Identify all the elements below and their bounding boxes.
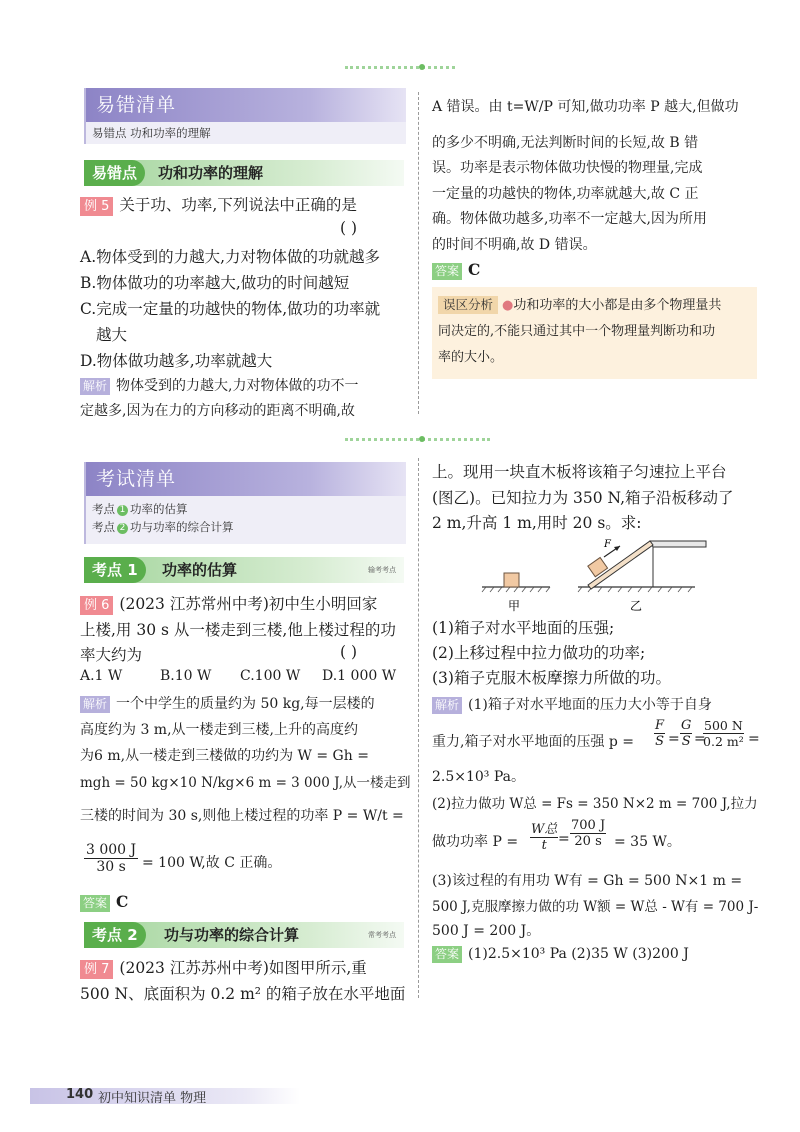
- example7-right-line2: (图乙)。已知拉力为 350 N,箱子沿板移动了: [432, 489, 734, 507]
- option-c-cont: 越大: [96, 326, 128, 344]
- example7-analysis-line5: 做功功率 P =: [432, 834, 519, 850]
- example6-line2: 上楼,用 30 s 从一楼走到三楼,他上楼过程的功: [80, 621, 396, 639]
- right-analysis-line3: 误。功率是表示物体做功快慢的物理量,完成: [432, 160, 703, 176]
- exam-point-1-note: 输考考点: [368, 566, 396, 574]
- example7-analysis-line8: 500 J = 200 J。: [432, 923, 541, 939]
- mistake-list-item: 易错点 功和功率的理解: [92, 126, 211, 140]
- force-label: F: [604, 539, 611, 550]
- example6-analysis-line1: 解析 一个中学生的质量约为 50 kg,每一层楼的: [80, 693, 375, 713]
- mistake-point-tag: 易错点: [84, 160, 145, 186]
- example7-line1: 例 7 (2023 江苏苏州中考)如图甲所示,重: [80, 956, 367, 979]
- answer-tag: 答案: [432, 263, 462, 280]
- bullet-icon: ●: [502, 298, 514, 313]
- book-title: 初中知识清单 物理: [98, 1091, 207, 1106]
- example5-answer: 答案 C: [432, 260, 480, 280]
- example5-tag: 例 5: [80, 197, 113, 216]
- right-analysis-line6: 的时间不明确,故 D 错误。: [432, 237, 597, 253]
- example7-analysis-line7: 500 J,克服摩擦力做的功 W额 = W总 - W有 = 700 J-: [432, 899, 759, 915]
- example7-tag: 例 7: [80, 960, 113, 979]
- exam-point-2-entry: 考点 2 功与功率的综合计算: [92, 520, 234, 534]
- equals-1: =: [668, 731, 680, 747]
- example7-analysis-line6: (3)该过程的有用功 W有 = Gh = 500 N×1 m =: [432, 873, 743, 889]
- platform: [650, 541, 706, 547]
- example5-bracket: ( ): [340, 219, 358, 237]
- example6-result: = 100 W,故 C 正确。: [142, 855, 282, 871]
- pressure-fraction-F-S: F S: [655, 718, 665, 749]
- example7-analysis-line5-tail: = 35 W。: [614, 834, 681, 850]
- right-analysis-line5: 确。物体做功越多,功率不一定越大,因为所用: [432, 211, 707, 227]
- number-1-icon: 1: [117, 505, 128, 516]
- pressure-fraction-G-S: G S: [681, 718, 692, 749]
- analysis-tag-2: 解析: [80, 696, 110, 713]
- example7-analysis-line1: 解析 (1)箱子对水平地面的压力大小等于自身: [432, 694, 712, 714]
- exam-point-1-tag: 考点 1: [84, 557, 146, 583]
- exam-point-2-tag: 考点 2: [84, 922, 146, 948]
- middle-separator: [345, 438, 490, 445]
- number-2-icon: 2: [117, 523, 128, 534]
- example6-analysis-line2: 高度约为 3 m,从一楼走到三楼,上升的高度约: [80, 722, 358, 738]
- example7-line2: 500 N、底面积为 0.2 m² 的箱子放在水平地面: [80, 985, 406, 1003]
- box-jia: [504, 573, 519, 587]
- example6-analysis-line3: 为6 m,从一楼走到三楼做的功约为 W = Gh =: [80, 748, 369, 764]
- equals-4: =: [558, 831, 570, 847]
- example5-analysis-line1: 解析 物体受到的力越大,力对物体做的功不一: [80, 375, 358, 395]
- exam-list-banner: [84, 462, 406, 544]
- misconception-line2: 同决定的,不能只通过其中一个物理量判断功和功: [438, 324, 716, 339]
- exam-list-title: 考试清单: [86, 462, 406, 496]
- example6-answer: 答案 C: [80, 892, 128, 912]
- right-analysis-line1: A 错误。由 t=W/P 可知,做功功率 P 越大,但做功: [432, 99, 739, 115]
- example6-line3: 率大约为: [80, 646, 143, 664]
- option-a: A.物体受到的力越大,力对物体做的功就越多: [80, 248, 381, 266]
- mistake-point-bar: [84, 160, 404, 186]
- exam-point-2-bar: [84, 922, 404, 948]
- example5-analysis-line2: 定越多,因为在力的方向移动的距离不明确,故: [80, 403, 355, 419]
- exam-point-2-note: 常考考点: [368, 931, 396, 939]
- mistake-list-title: 易错清单: [86, 88, 406, 122]
- misconception-tag: 误区分析: [438, 296, 498, 314]
- example6-bracket: ( ): [340, 643, 358, 661]
- top-separator-dot: [419, 64, 425, 70]
- example6-fraction: 3 000 J 30 s: [86, 842, 137, 875]
- example7-right-line1: 上。现用一块直木板将该箱子匀速拉上平台: [432, 463, 727, 481]
- example6-analysis-line4: mgh = 50 kg×10 N/kg×6 m = 3 000 J,从一楼走到: [80, 775, 411, 791]
- right-analysis-line4: 一定量的功越快的物体,功率就越大,故 C 正: [432, 186, 699, 202]
- example5-question: 例 5 关于功、功率,下列说法中正确的是: [80, 193, 357, 216]
- example6-line1: 例 6 (2023 江苏常州中考)初中生小明回家: [80, 592, 377, 615]
- column-divider-top: [418, 92, 419, 414]
- equals-3: =: [748, 731, 760, 747]
- example7-analysis-line2: 重力,箱子对水平地面的压强 p =: [432, 734, 635, 750]
- power-fraction-W-t: W总 t: [530, 818, 558, 853]
- exam-point-1-title: 功率的估算: [162, 561, 238, 579]
- middle-separator-dot: [419, 436, 425, 442]
- analysis-tag-3: 解析: [432, 697, 462, 714]
- example6-analysis-line5: 三楼的时间为 30 s,则他上楼过程的功率 P = W/t =: [80, 808, 404, 824]
- page-number: 140: [66, 1087, 94, 1102]
- option-b: B.物体做功的功率越大,做功的时间越短: [80, 274, 350, 292]
- box-ramp-figure: [470, 535, 720, 615]
- mistake-list-banner: [84, 88, 406, 144]
- exam-point-1-entry: 考点 1 功率的估算: [92, 502, 188, 516]
- example7-part3: (3)箱子克服木板摩擦力所做的功。: [432, 669, 671, 687]
- misconception-line1: 误区分析 ●功和功率的大小都是由多个物理量共: [438, 294, 721, 314]
- example7-part2: (2)上移过程中拉力做功的功率;: [432, 644, 646, 662]
- example7-analysis-line4: (2)拉力做功 W总 = Fs = 350 N×2 m = 700 J,拉力: [432, 796, 758, 812]
- power-fraction-values: 700 J 20 s: [571, 818, 606, 849]
- example7-analysis-line3: 2.5×10³ Pa。: [432, 769, 526, 785]
- example6-option-d: D.1 000 W: [322, 668, 397, 684]
- answer-tag-3: 答案: [432, 946, 462, 963]
- example6-tag: 例 6: [80, 596, 113, 615]
- analysis-tag: 解析: [80, 378, 110, 395]
- mistake-point-title: 功和功率的理解: [158, 164, 264, 182]
- pressure-fraction-values: 500 N 0.2 m²: [703, 718, 744, 749]
- figure-jia-label: 甲: [508, 599, 521, 613]
- example6-option-b: B.10 W: [160, 668, 212, 684]
- example7-right-line3: 2 m,升高 1 m,用时 20 s。求:: [432, 514, 642, 532]
- example7-answer: 答案 (1)2.5×10³ Pa (2)35 W (3)200 J: [432, 946, 689, 963]
- figure-yi-label: 乙: [630, 599, 643, 613]
- option-c: C.完成一定量的功越快的物体,做功的功率就: [80, 300, 381, 318]
- example7-part1: (1)箱子对水平地面的压强;: [432, 619, 615, 637]
- misconception-line3: 率的大小。: [438, 350, 504, 365]
- example6-option-c: C.100 W: [240, 668, 301, 684]
- equals-2: =: [694, 731, 706, 747]
- example6-option-a: A.1 W: [80, 668, 123, 684]
- right-analysis-line2: 的多少不明确,无法判断时间的长短,故 B 错: [432, 135, 699, 151]
- option-d: D.物体做功越多,功率就越大: [80, 352, 273, 370]
- exam-point-2-title: 功与功率的综合计算: [164, 926, 300, 944]
- figure-jia-ground: [482, 587, 550, 592]
- column-divider-bottom: [418, 458, 419, 998]
- exam-point-1-bar: [84, 557, 404, 583]
- figure-yi-ground: [578, 587, 695, 592]
- top-separator: [345, 66, 455, 73]
- answer-tag-2: 答案: [80, 895, 110, 912]
